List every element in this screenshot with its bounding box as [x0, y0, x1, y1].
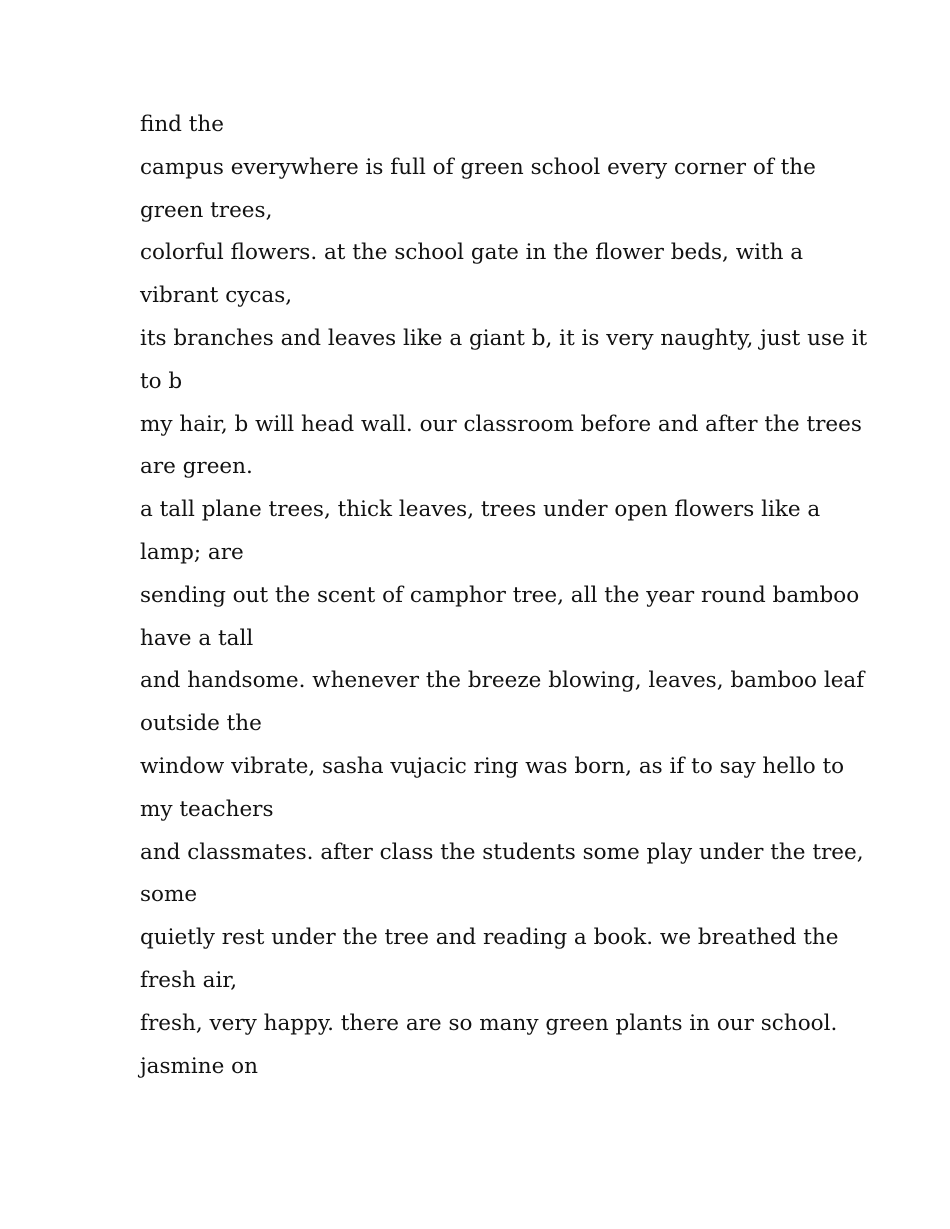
text-line: vibrant cycas,: [140, 283, 293, 309]
body-text: [140, 104, 868, 1088]
text-line: and handsome. whenever the breeze blowing, leaves, bamboo leaf: [140, 668, 865, 694]
text-line: have a tall: [140, 625, 254, 651]
text-line: quietly rest under the tree and reading a book. we breathed the: [140, 925, 839, 951]
text-line: its branches and leaves like a giant b, it is very naughty, just use it: [140, 325, 868, 351]
text-line: colorful flowers. at the school gate in the flower beds, with a: [140, 240, 804, 266]
text-line: jasmine on: [140, 1053, 258, 1079]
text-line: window vibrate, sasha vujacic ring was born, as if to say hello to: [140, 753, 845, 779]
text-line: outside the: [140, 711, 262, 737]
text-line: campus everywhere is full of green school every corner of the: [140, 154, 816, 180]
text-line: are green.: [140, 454, 253, 480]
text-line: fresh air,: [140, 967, 238, 993]
text-line: and classmates. after class the students some play under the tree,: [140, 839, 864, 865]
text-line: a tall plane trees, thick leaves, trees under open flowers like a: [140, 497, 821, 523]
text-line: to b: [140, 368, 183, 394]
text-line: find the: [140, 112, 224, 137]
text-line: my hair, b will head wall. our classroom before and after the trees: [140, 411, 862, 437]
text-line: green trees,: [140, 197, 273, 223]
text-line: my teachers: [140, 796, 274, 822]
text-line: fresh, very happy. there are so many green plants in our school.: [140, 1010, 838, 1036]
text-line: some: [140, 882, 198, 908]
text-line: sending out the scent of camphor tree, all the year round bamboo: [140, 582, 860, 608]
text-line: lamp; are: [140, 539, 244, 565]
